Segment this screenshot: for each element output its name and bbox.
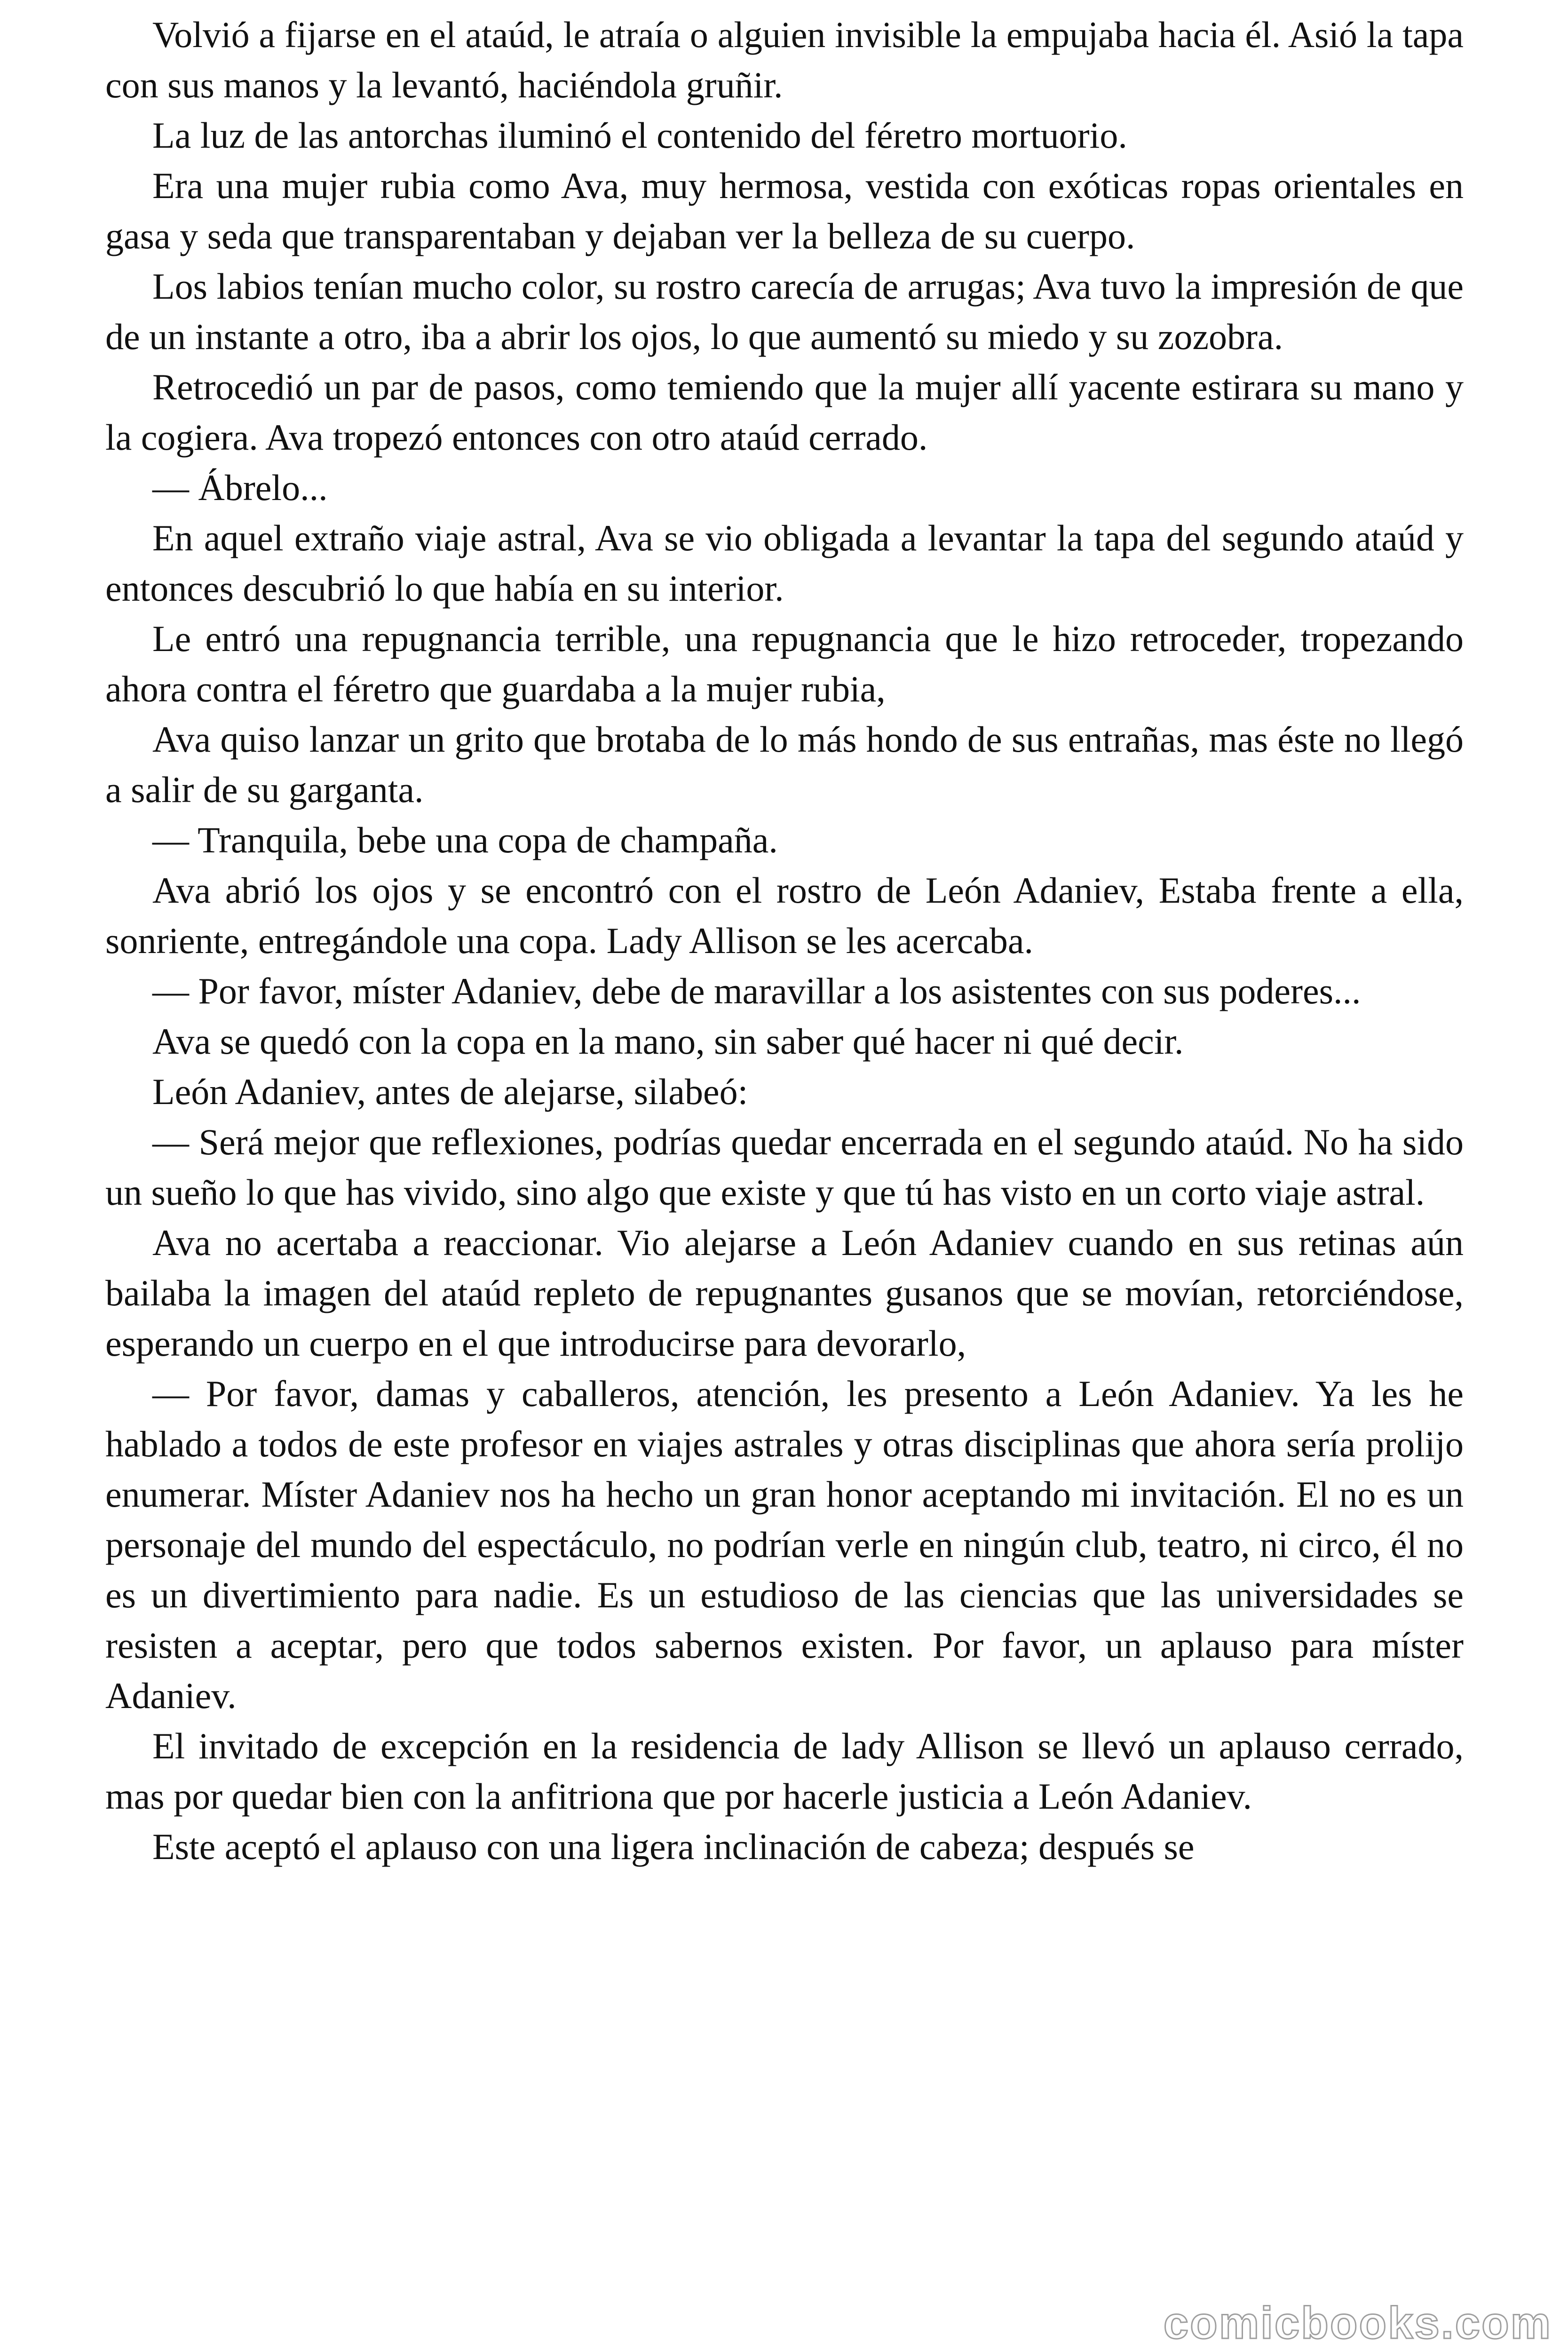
paragraph: Volvió a fijarse en el ataúd, le atraía o alguien invisible la empujaba hacia él. Asió la tapa con sus manos y la levantó, haciéndola gruñir. — [105, 14, 1464, 105]
paragraph: El invitado de excepción en la residencia de lady Allison se llevó un aplauso cerrado, mas por quedar bien con la anfitriona que por hacerle justicia a León Adaniev. — [105, 1725, 1464, 1817]
paragraph: En aquel extraño viaje astral, Ava se vio obligada a levantar la tapa del segundo ataúd y entonces descubrió lo que había en su interior. — [105, 517, 1464, 609]
paragraph: Ava se quedó con la copa en la mano, sin saber qué hacer ni qué decir. — [152, 1021, 1184, 1062]
paragraph: Los labios tenían mucho color, su rostro carecía de arrugas; Ava tuvo la impresión de que de un instante a otro, iba a abrir los ojos, lo que aumentó su miedo y su zozobra. — [105, 266, 1464, 357]
paragraph: Ava quiso lanzar un grito que brotaba de lo más hondo de sus entrañas, mas éste no llegó a salir de su garganta. — [105, 719, 1464, 810]
paragraph: Le entró una repugnancia terrible, una repugnancia que le hizo retroceder, tropezando ahora contra el féretro que guardaba a la mujer rubia, — [105, 618, 1464, 709]
dialogue-line: — Ábrelo... — [152, 467, 328, 508]
dialogue-line: — Por favor, damas y caballeros, atención, les presento a León Adaniev. Ya les he hablado a todos de este profesor en viajes astrales y otras disciplinas que ahora sería prolijo enumerar. Míster Adaniev nos ha hecho un gran honor aceptando mi invitación. El no es un personaje del mundo del espectáculo, no podrían verle en ningún club, teatro, ni circo, él no es un divertimiento para nadie. Es un estudioso de las ciencias que las universidades se resisten a aceptar, pero que todos sabernos existen. Por favor, un aplauso para míster Adaniev. — [105, 1373, 1464, 1716]
paragraph: Era una mujer rubia como Ava, muy hermosa, vestida con exóticas ropas orientales en gasa y seda que transparentaban y dejaban ver la belleza de su cuerpo. — [105, 165, 1464, 256]
dialogue-line: — Por favor, míster Adaniev, debe de maravillar a los asistentes con sus poderes... — [152, 970, 1361, 1011]
paragraph: Retrocedió un par de pasos, como temiendo que la mujer allí yacente estirara su mano y la cogiera. Ava tropezó entonces con otro ataúd cerrado. — [105, 366, 1464, 458]
body-text — [105, 9, 1464, 1872]
paragraph: Este aceptó el aplauso con una ligera inclinación de cabeza; después se — [152, 1826, 1195, 1867]
paragraph: La luz de las antorchas iluminó el contenido del féretro mortuorio. — [152, 115, 1127, 156]
paragraph: León Adaniev, antes de alejarse, silabeó: — [152, 1071, 748, 1112]
paragraph: Ava no acertaba a reaccionar. Vio alejarse a León Adaniev cuando en sus retinas aún bailaba la imagen del ataúd repleto de repugnantes gusanos que se movían, retorciéndose, esperando un cuerpo en el que introducirse para devorarlo, — [105, 1222, 1464, 1364]
dialogue-line: — Será mejor que reflexiones, podrías quedar encerrada en el segundo ataúd. No ha sido un sueño lo que has vivido, sino algo que existe y que tú has visto en un corto viaje astral. — [105, 1121, 1464, 1213]
dialogue-line: — Tranquila, bebe una copa de champaña. — [152, 819, 778, 860]
watermark-logo: comicbooks.com — [1163, 2298, 1552, 2348]
paragraph: Ava abrió los ojos y se encontró con el rostro de León Adaniev, Estaba frente a ella, sonriente, entregándole una copa. Lady Allison se les acercaba. — [105, 870, 1464, 961]
